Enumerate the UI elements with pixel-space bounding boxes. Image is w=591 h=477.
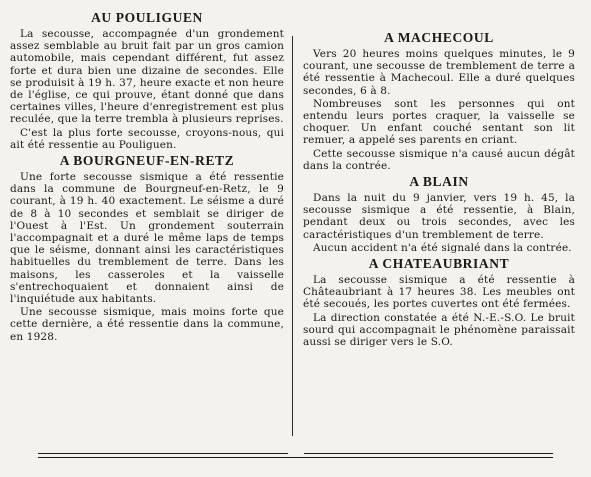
paragraph: La secousse sismique a été ressentie à Châteaubriant à 17 heures 38. Les meubles ont été secoués, les portes cuvertes ont été fermées. — [303, 274, 575, 311]
paragraph: Aucun accident n'a été signalé dans la contrée. — [313, 241, 572, 254]
paragraph: Une forte secousse sismique a été ressentie dans la commune de Bourgneuf-en-Retz, le 9 courant, à 19 h. 40 exactement. Le séisme a duré de 8 à 10 secondes et semblait se diriger de l'Ouest à l'Est. Un grondement souterrain l'accompagnait et a duré le même laps de temps que le séisme, donnant ainsi les caractéristiques habituelles du tremblement de terre. Dans les maisons, les casseroles et la vaisselle s'entrechoquaient et donnaient ainsi de l'inquiétude aux habitants. — [10, 171, 284, 306]
ornament-gap — [288, 449, 304, 457]
paragraph: Dans la nuit du 9 janvier, vers 19 h. 45, la secousse sismique a été ressentie, à Blain, pendant deux ou trois secondes, avec les caractéristiques d'un tremblement de terre. — [303, 192, 575, 241]
paragraph: Cette secousse sismique n'a causé aucun dégât dans la contrée. — [303, 147, 575, 172]
paragraph: La direction constatée a été N.-E.-S.O. Le bruit sourd qui accompagnait le phénomène paraissait aussi se diriger vers le S.O. — [303, 311, 575, 349]
heading-machecoul: A MACHECOUL — [384, 30, 494, 45]
heading-blain: A BLAIN — [409, 174, 469, 190]
rule-line — [38, 457, 553, 458]
paragraph: Vers 20 heures moins quelques minutes, le 9 courant, une secousse de tremblement de terre a été ressentie à Machecoul. Elle a duré quelques secondes, 6 à 8. — [303, 48, 575, 97]
paragraph: C'est la plus forte secousse, croyons-nous, qui ait été ressentie au Pouliguen. — [10, 126, 284, 151]
heading-chateaubriant: A CHATEAUBRIANT — [368, 256, 510, 272]
footer-double-rule — [38, 447, 553, 467]
heading-bourgneuf-en-retz: A BOURGNEUF-EN-RETZ — [59, 153, 235, 169]
right-column — [293, 8, 575, 448]
paragraph: La secousse, accompagnée d'un grondement assez semblable au bruit fait par un gros camion automobile, mais cependant différent, fut assez forte et dura bien une dizaine de secondes. Elle se produisit à 19 h. 37, heure exacte et non heure de l'église, ce qui prouve, étant donné que dans certaines villes, l'heure d'enregistrement est plus reculée, que la terre trembla à plusieurs reprises. — [10, 28, 284, 126]
article-columns — [10, 8, 581, 448]
heading-au-pouliguen: AU POULIGUEN — [91, 10, 203, 25]
paragraph: Nombreuses sont les personnes qui ont entendu leurs portes craquer, la vaisselle se choquer. Un enfant couché sentant son lit remuer, a appelé ses parents en criant. — [303, 97, 575, 147]
left-column — [10, 8, 292, 448]
paragraph: Une secousse sismique, mais moins forte que cette dernière, a été ressentie dans la commune, en 1928. — [10, 306, 284, 343]
